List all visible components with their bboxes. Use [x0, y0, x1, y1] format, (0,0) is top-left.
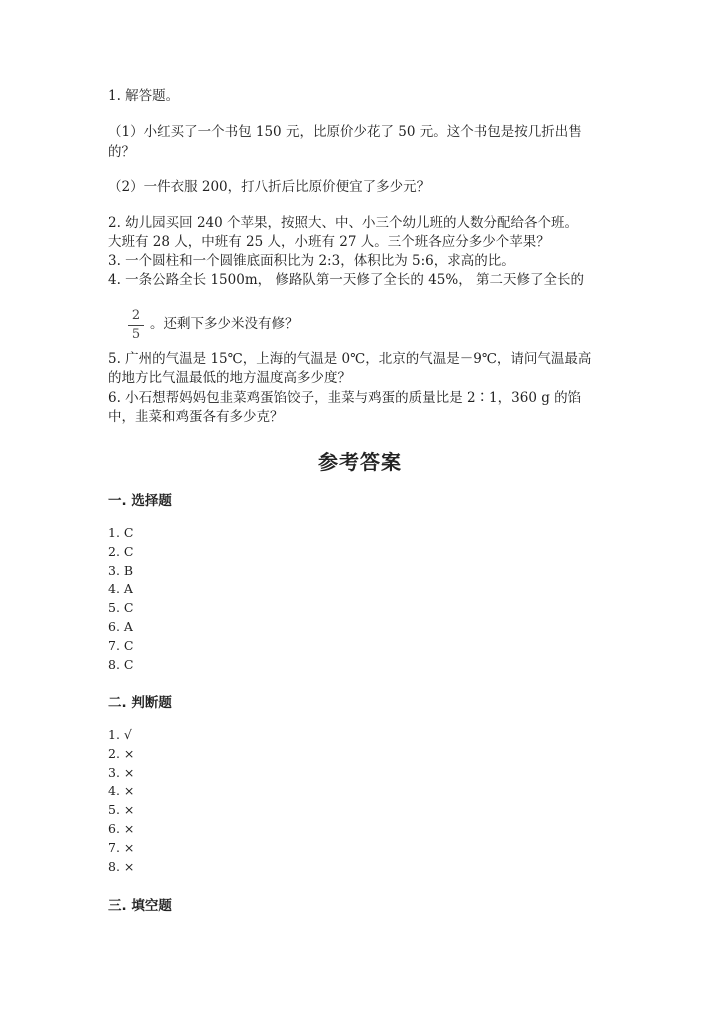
q6-line2: 中，韭菜和鸡蛋各有多少克？ [108, 409, 284, 425]
q6-line1: 6. 小石想帮妈妈包韭菜鸡蛋馅饺子，韭菜与鸡蛋的质量比是 2∶1，360 g 的馅 [108, 390, 582, 406]
answer-item: 7. × [108, 839, 135, 855]
q1-1-line1: （1）小红买了一个书包 150 元，比原价少花了 50 元。这个书包是按几折出售 [108, 124, 582, 140]
answer-item: 2. C [108, 543, 134, 559]
q4-fraction-denominator: 5 [131, 327, 141, 342]
answer-item: 4. × [108, 783, 135, 799]
answer-item: 3. B [108, 562, 134, 578]
q1-1-line2: 的？ [108, 144, 135, 160]
q4-line1: 4. 一条公路全长 1500m， 修路队第一天修了全长的 45%， 第二天修了全长的 [108, 272, 584, 288]
section3-heading: 三. 填空题 [108, 898, 172, 914]
answer-item: 6. × [108, 820, 135, 836]
answer-item: 4. A [108, 581, 133, 597]
answer-item: 6. A [108, 618, 133, 634]
section2-answer-list [108, 726, 134, 876]
section2-heading: 二. 判断题 [108, 695, 172, 711]
q1-title: 1. 解答题。 [108, 88, 180, 104]
q5-line2: 的地方比气温最低的地方温度高多少度？ [108, 370, 351, 386]
answers-title: 参考答案 [318, 450, 402, 474]
section1-heading: 一. 选择题 [108, 493, 172, 509]
answer-item: 8. × [108, 858, 135, 874]
q5-line1: 5. 广州的气温是 15℃，上海的气温是 0℃，北京的气温是－9℃，请问气温最高 [108, 351, 592, 367]
q3: 3. 一个圆柱和一个圆锥底面积比为 2:3，体积比为 5:6，求高的比。 [108, 253, 515, 269]
q4-fraction-numerator: 2 [131, 308, 141, 323]
q4-fraction [128, 309, 144, 342]
answer-item: 1. C [108, 525, 134, 540]
answer-item: 1. √ [108, 727, 132, 742]
answer-item: 5. × [108, 802, 135, 818]
answer-item: 7. C [108, 637, 134, 653]
answer-item: 2. × [108, 745, 135, 761]
q2-line2: 大班有 28 人，中班有 25 人，小班有 27 人。三个班各应分多少个苹果？ [108, 234, 550, 250]
section1-answer-list [108, 524, 133, 674]
answer-item: 5. C [108, 600, 134, 616]
q1-2: （2）一件衣服 200，打八折后比原价便宜了多少元？ [108, 179, 431, 195]
answer-item: 8. C [108, 656, 134, 672]
q2-line1: 2. 幼儿园买回 240 个苹果，按照大、中、小三个幼儿班的人数分配给各个班。 [108, 215, 579, 231]
q4-fraction-bar [128, 325, 144, 326]
q4-line2: 。还剩下多少米没有修？ [150, 316, 299, 332]
answer-item: 3. × [108, 764, 135, 780]
